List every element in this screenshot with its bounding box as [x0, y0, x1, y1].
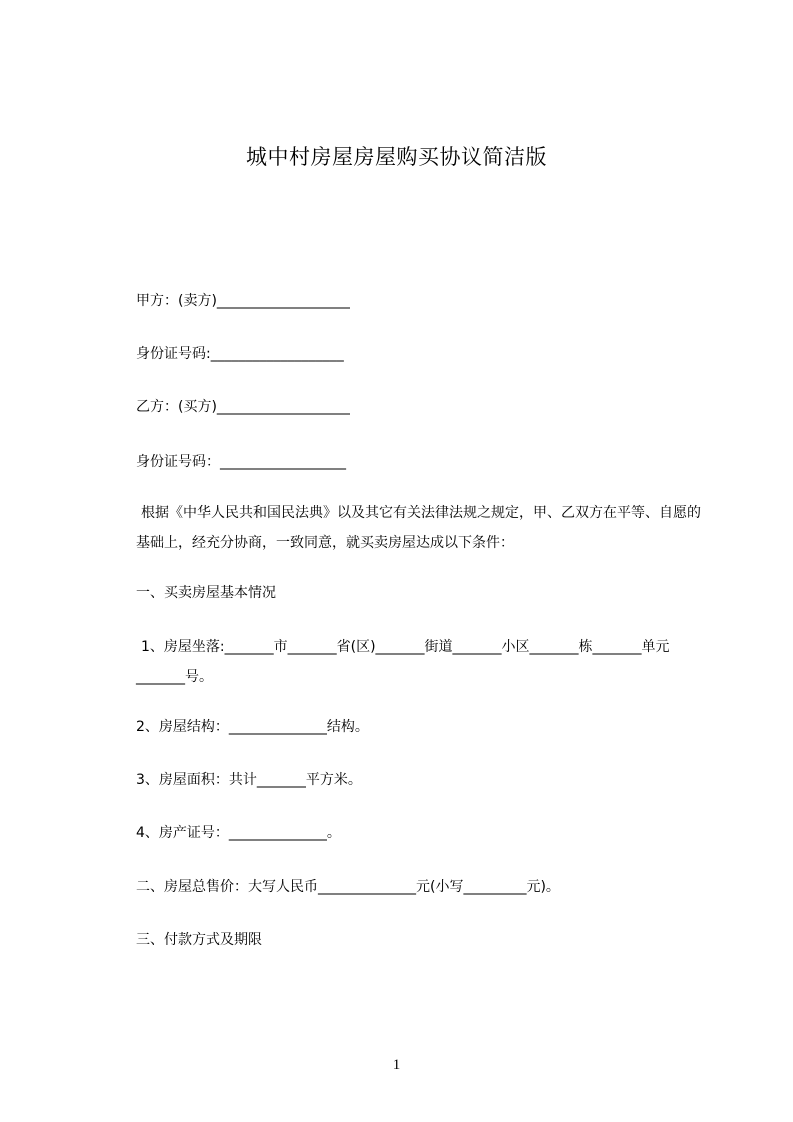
party-a-id-line: 身份证号码:___________________	[136, 346, 344, 362]
party-a-line: 甲方：(卖方)___________________	[136, 293, 350, 309]
section-2-price: 二、房屋总售价：大写人民币______________元(小写_________元)。	[136, 879, 560, 895]
party-b-id-line: 身份证号码：__________________	[136, 454, 346, 470]
item-4-certificate: 4、房产证号：______________。	[136, 825, 341, 841]
preamble-paragraph: 根据《中华人民共和国民法典》以及其它有关法律法规之规定，甲、乙双方在平等、自愿的基础上，经充分协商，一致同意，就买卖房屋达成以下条件：	[136, 505, 701, 551]
section-1-heading: 一、买卖房屋基本情况	[136, 585, 276, 601]
party-b-line: 乙方：(买方)___________________	[136, 399, 350, 415]
document-title: 城中村房屋房屋购买协议简洁版	[246, 145, 547, 169]
page-number: 1	[392, 1057, 401, 1073]
item-3-area: 3、房屋面积：共计_______平方米。	[136, 772, 362, 788]
section-3-heading: 三、付款方式及期限	[136, 932, 262, 948]
item-1-address: 1、房屋坐落:_______市_______省(区)_______街道_______小区_______栋_______单元_______号。	[136, 639, 670, 685]
item-2-structure: 2、房屋结构：______________结构。	[136, 719, 369, 735]
